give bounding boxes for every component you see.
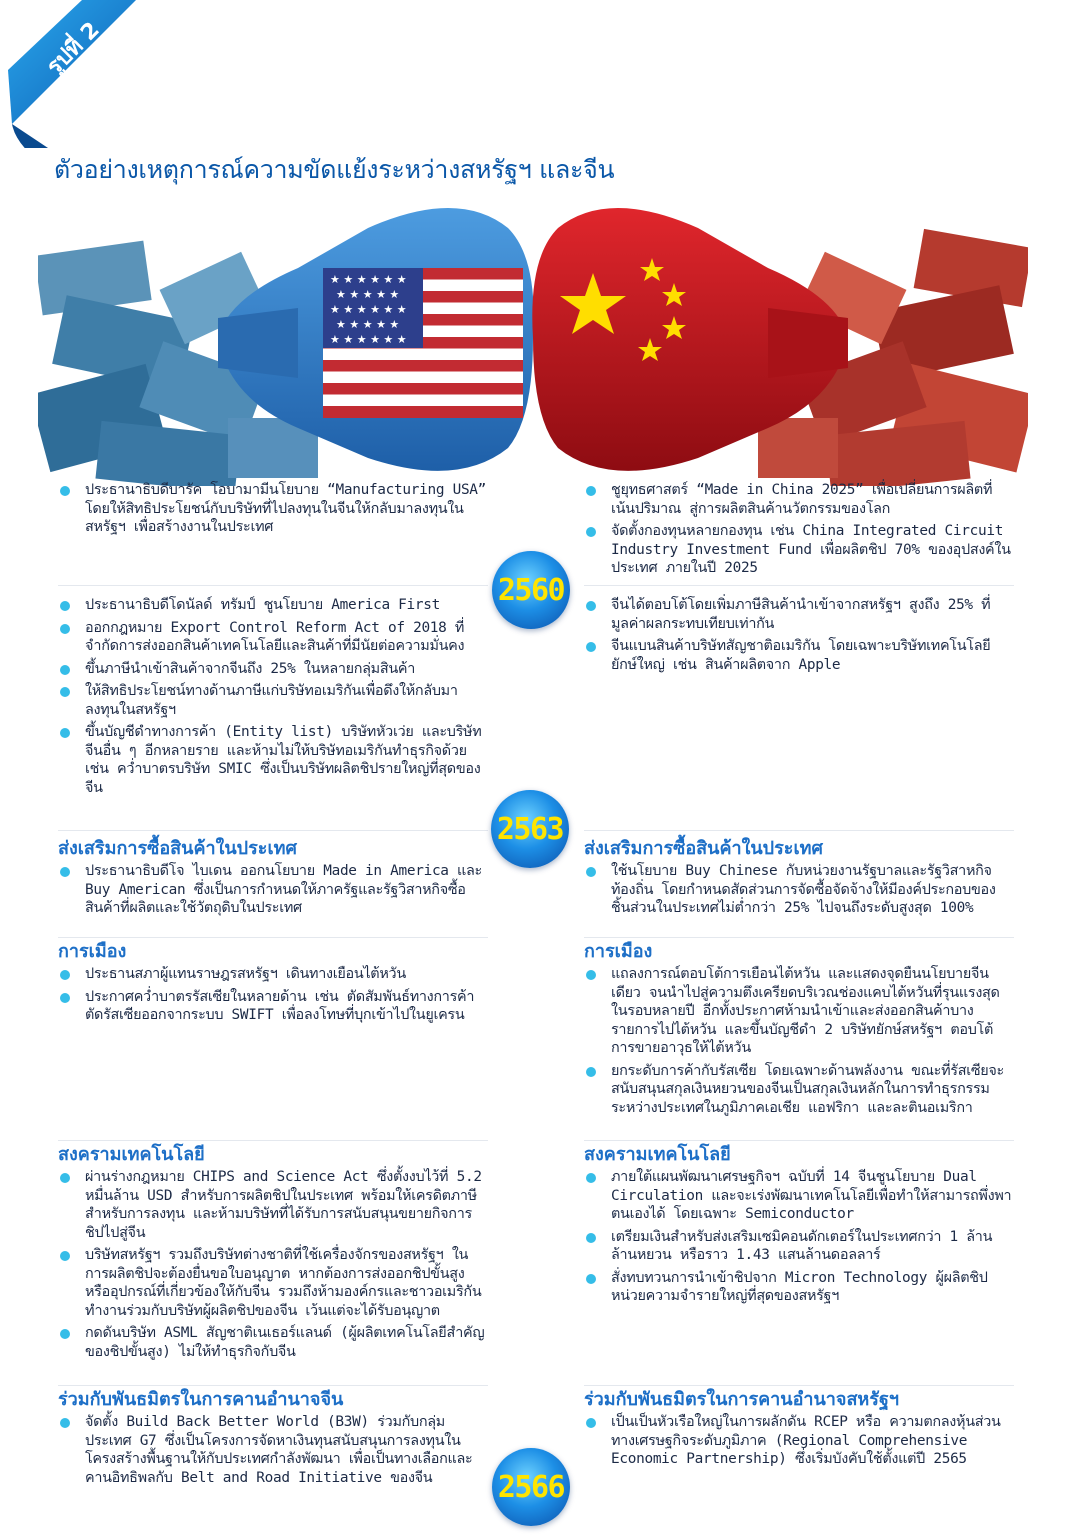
list-item: จีนได้ตอบโต้โดยเพิ่มภาษีสินค้านำเข้าจากสหรัฐฯ สูงถึง 25% ที่มูลค่าผลกระทบเทียบเท่ากัน xyxy=(584,596,1014,633)
list-item: ประธานาธิบดีบารัค โอบามามีนโยบาย “Manufacturing USA” โดยให้สิทธิประโยชน์กับบริษัทที่ไปลงทุนในจีนให้กลับมาลงทุนในสหรัฐฯ เพื่อสร้างงานในประเทศ xyxy=(58,481,488,537)
list-item: แถลงการณ์ตอบโต้การเยือนไต้หวัน และแสดงจุดยืนนโยบายจีนเดียว จนนำไปสู่ความตึงเครียดบริเวณช่องแคบไต้หวันที่รุนแรงสุดในรอบหลายปี อีกทั้งประกาศห้ามนำเข้าและส่งออกสินค้าบางรายการไปไต้หวัน และขึ้นบัญชีดำ 2 บริษัทยักษ์สหรัฐฯ ตอบโต้การขายอาวุธให้ไต้หวัน xyxy=(584,965,1014,1058)
china-domestic-section xyxy=(584,838,1014,922)
us-flag xyxy=(323,268,523,418)
year-circle-2566 xyxy=(492,1448,570,1526)
section-heading: ส่งเสริมการซื้อสินค้าในประเทศ xyxy=(584,838,823,859)
us-tech-section xyxy=(58,1144,488,1365)
list-item: เตรียมเงินสำหรับส่งเสริมเซมิคอนดักเตอร์ในประเทศกว่า 1 ล้านล้านหยวน หรือราว 1.43 แสนล้านดอลลาร์ xyxy=(584,1228,1014,1265)
svg-text:★ ★ ★ ★ ★: ★ ★ ★ ★ ★ xyxy=(336,318,400,331)
year-label: 2563 xyxy=(496,811,564,847)
china-2560-block xyxy=(584,481,1014,582)
list-item: บริษัทสหรัฐฯ รวมถึงบริษัทต่างชาติที่ใช้เครื่องจักรของสหรัฐฯ ในการผลิตชิปจะต้องยื่นขอใบอนุญาต หากต้องการส่งออกชิปขั้นสูง หรืออุปกรณ์ที่เกี่ยวข้องให้กับจีน รวมถึงห้ามองค์กรและชาวอเมริกัน ทำงานร่วมกับบริษัทผู้ผลิตชิปของจีน เว้นแต่จะได้รับอนุญาต xyxy=(58,1246,488,1320)
section-heading: การเมือง xyxy=(584,941,653,962)
list-item: ออกกฎหมาย Export Control Reform Act of 2018 ที่จำกัดการส่งออกสินค้าเทคโนโลยีและสินค้าที่มีนัยต่อความมั่นคง xyxy=(58,619,488,656)
divider xyxy=(584,585,1014,586)
svg-text:★ ★ ★ ★ ★ ★: ★ ★ ★ ★ ★ ★ xyxy=(330,273,407,286)
list-item: สั่งทบทวนการนำเข้าชิปจาก Micron Technology ผู้ผลิตชิปหน่วยความจำรายใหญ่ที่สุดของสหรัฐฯ xyxy=(584,1269,1014,1306)
section-heading: ร่วมกับพันธมิตรในการคานอำนาจจีน xyxy=(58,1389,344,1410)
badge-label: รูปที่ 2 xyxy=(42,17,105,80)
list-item: ประธานาธิบดีโดนัลด์ ทรัมป์ ชูนโยบาย America First xyxy=(58,596,488,615)
divider xyxy=(58,1385,488,1386)
figure-badge xyxy=(8,0,136,148)
list-item: ประธานาธิบดีโจ ไบเดน ออกนโยบาย Made in America และ Buy American ซึ่งเป็นการกำหนดให้ภาครัฐและรัฐวิสาหกิจซื้อสินค้าที่ผลิตและใช้วัตถุดิบในประเทศ xyxy=(58,862,488,918)
list-item: ประธานสภาผู้แทนราษฎรสหรัฐฯ เดินทางเยือนไต้หวัน xyxy=(58,965,488,984)
us-domestic-section xyxy=(58,838,488,922)
svg-text:★ ★ ★ ★ ★: ★ ★ ★ ★ ★ xyxy=(336,288,400,301)
divider xyxy=(584,1140,1014,1141)
list-item: ยกระดับการค้ากับรัสเซีย โดยเฉพาะด้านพลังงาน ขณะที่รัสเซียจะสนับสนุนสกุลเงินหยวนของจีนเป็นสกุลเงินหลักในการทำธุรกรรมระหว่างประเทศในภูมิภาคเอเชีย แอฟริกา และละตินอเมริกา xyxy=(584,1062,1014,1118)
list-item: ภายใต้แผนพัฒนาเศรษฐกิจฯ ฉบับที่ 14 จีนชูนโยบาย Dual Circulation และจะเร่งพัฒนาเทคโนโลยีเพื่อทำให้สามารถพึ่งพาตนเองได้ โดยเฉพาะ Semiconductor xyxy=(584,1168,1014,1224)
list-item: จัดตั้ง Build Back Better World (B3W) ร่วมกับกลุ่มประเทศ G7 ซึ่งเป็นโครงการจัดหาเงินทุนสนับสนุนการลงทุนในโครงสร้างพื้นฐานให้กับประเทศกำลังพัฒนา เพื่อเป็นทางเลือกและคานอิทธิพลกับ Belt and Road Initiative ของจีน xyxy=(58,1413,488,1487)
section-heading: การเมือง xyxy=(58,941,127,962)
year-label: 2560 xyxy=(497,572,565,608)
list-item: ขึ้นภาษีนำเข้าสินค้าจากจีนถึง 25% ในหลายกลุ่มสินค้า xyxy=(58,660,488,679)
section-heading: สงครามเทคโนโลยี xyxy=(584,1144,731,1165)
china-allies-section xyxy=(584,1389,1014,1473)
list-item: ใช้นโยบาย Buy Chinese กับหน่วยงานรัฐบาลและรัฐวิสาหกิจท้องถิ่น โดยกำหนดสัดส่วนการจัดซื้อจัดจ้างให้มีองค์ประกอบของชิ้นส่วนในประเทศไม่ต่ำกว่า 25% ไปจนถึงระดับสูงสุด 100% xyxy=(584,862,1014,918)
divider xyxy=(58,585,488,586)
list-item: กดดันบริษัท ASML สัญชาติเนเธอร์แลนด์ (ผู้ผลิตเทคโนโลยีสำคัญของชิปขั้นสูง) ไม่ให้ทำธุรกิจกับจีน xyxy=(58,1324,488,1361)
list-item: ขึ้นบัญชีดำทางการค้า (Entity list) บริษัทหัวเว่ย และบริษัทจีนอื่น ๆ อีกหลายราย และห้ามไม่ให้บริษัทอเมริกันทำธุรกิจด้วย เช่น คว่ำบาตรบริษัท SMIC ซึ่งเป็นบริษัทผลิตชิปรายใหญ่ที่สุดของจีน xyxy=(58,723,488,797)
list-item: ผ่านร่างกฎหมาย CHIPS and Science Act ซึ่งตั้งงบไว้ที่ 5.2 หมื่นล้าน USD สำหรับการผลิตชิปในประเทศ พร้อมให้เครดิตภาษีสำหรับการลงทุน และห้ามบริษัทที่ได้รับการสนับสนุนขยายกิจการชิปไปสู่จีน xyxy=(58,1168,488,1242)
divider xyxy=(58,1140,488,1141)
us-2563-block xyxy=(58,596,488,801)
divider xyxy=(58,937,488,938)
page-title: ตัวอย่างเหตุการณ์ความขัดแย้งระหว่างสหรัฐฯ และจีน xyxy=(54,155,615,184)
china-tech-section xyxy=(584,1144,1014,1310)
svg-text:★ ★ ★ ★ ★ ★: ★ ★ ★ ★ ★ ★ xyxy=(330,333,407,346)
boxing-gloves-illustration xyxy=(38,188,1028,486)
list-item: เป็นเป็นหัวเรือใหญ่ในการผลักดัน RCEP หรือ ความตกลงหุ้นส่วนทางเศรษฐกิจระดับภูมิภาค (Regional Comprehensive Economic Partnership) ซึ่งเริ่มบังคับใช้ตั้งแต่ปี 2565 xyxy=(584,1413,1014,1469)
list-item: ชูยุทธศาสตร์ “Made in China 2025” เพื่อเปลี่ยนการผลิตที่เน้นปริมาณ สู่การผลิตสินค้านวัตกรรมของโลก xyxy=(584,481,1014,518)
divider xyxy=(584,937,1014,938)
svg-text:★ ★ ★ ★ ★ ★: ★ ★ ★ ★ ★ ★ xyxy=(330,303,407,316)
list-item: ประกาศคว่ำบาตรรัสเซียในหลายด้าน เช่น ตัดสัมพันธ์ทางการค้า ตัดรัสเซียออกจากระบบ SWIFT เพื่อลงโทษที่บุกเข้าไปในยูเครน xyxy=(58,988,488,1025)
us-allies-section xyxy=(58,1389,488,1491)
divider xyxy=(58,830,488,831)
divider xyxy=(584,830,1014,831)
us-politics-section xyxy=(58,941,488,1029)
year-circle-2560 xyxy=(492,551,570,629)
divider xyxy=(584,1385,1014,1386)
china-2563-block xyxy=(584,596,1014,678)
section-heading: สงครามเทคโนโลยี xyxy=(58,1144,205,1165)
section-heading: ส่งเสริมการซื้อสินค้าในประเทศ xyxy=(58,838,297,859)
year-label: 2566 xyxy=(497,1469,565,1505)
year-circle-2563 xyxy=(491,790,569,868)
section-heading: ร่วมกับพันธมิตรในการคานอำนาจสหรัฐฯ xyxy=(584,1389,899,1410)
list-item: จีนแบนสินค้าบริษัทสัญชาติอเมริกัน โดยเฉพาะบริษัทเทคโนโลยียักษ์ใหญ่ เช่น สินค้าผลิตจาก Apple xyxy=(584,637,1014,674)
us-2560-block xyxy=(58,481,488,541)
list-item: ให้สิทธิประโยชน์ทางด้านภาษีแก่บริษัทอเมริกันเพื่อดึงให้กลับมาลงทุนในสหรัฐฯ xyxy=(58,682,488,719)
china-politics-section xyxy=(584,941,1014,1121)
list-item: จัดตั้งกองทุนหลายกองทุน เช่น China Integrated Circuit Industry Investment Fund เพื่อผลิตชิป 70% ของอุปสงค์ในประเทศ ภายในปี 2025 xyxy=(584,522,1014,578)
